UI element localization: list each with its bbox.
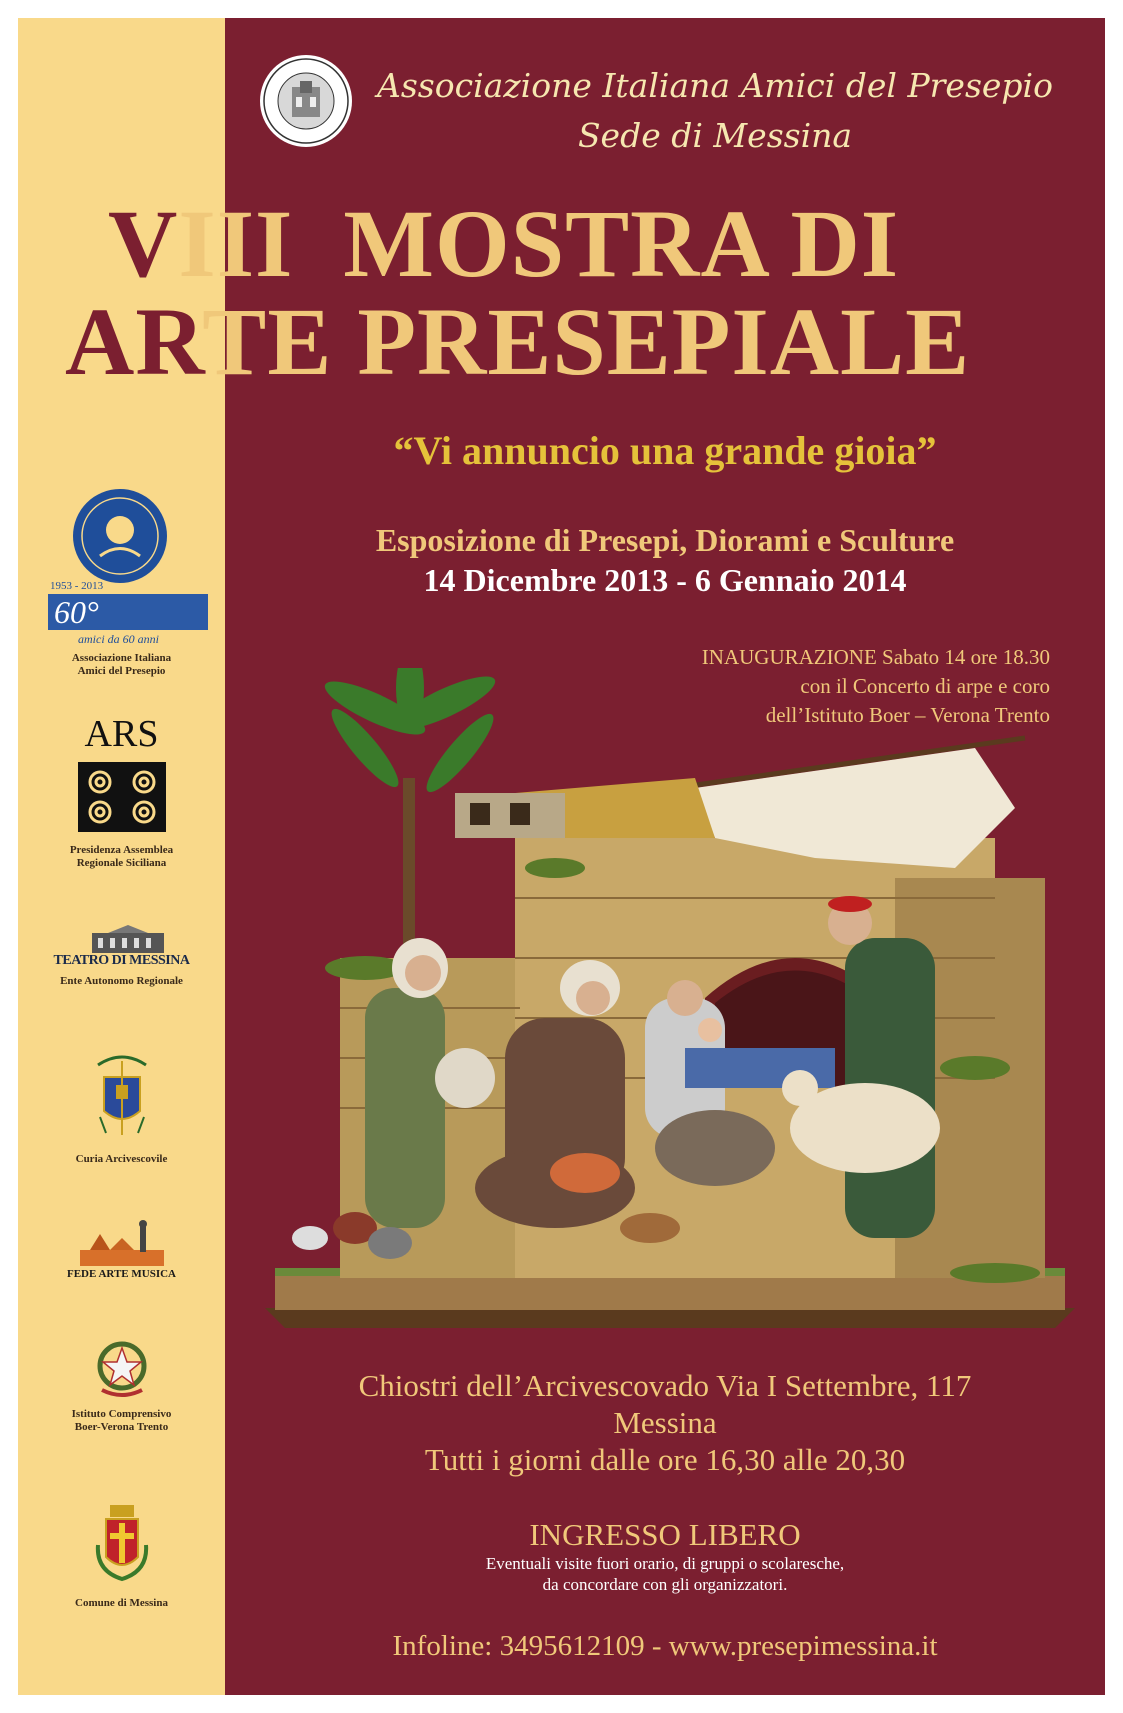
free-entry-title: INGRESSO LIBERO xyxy=(529,1517,801,1552)
aiap-60-logo xyxy=(18,480,225,680)
association-seat: Sede di Messina xyxy=(577,116,853,155)
curia-arms-icon xyxy=(94,1055,150,1137)
ars-caption-line-1: Presidenza Assemblea xyxy=(69,844,174,856)
infoline: Infoline: 3495612109 - www.presepimessina.it xyxy=(392,1630,938,1662)
italian-republic-emblem-icon xyxy=(94,1340,150,1400)
visits-note-line-1: Eventuali visite fuori orario, di gruppi o scolaresche, xyxy=(485,1554,845,1573)
inauguration-line-3: dell’Istituto Boer – Verona Trento xyxy=(765,703,1050,727)
opening-hours: Tutti i giorni dalle ore 16,30 alle 20,30 xyxy=(424,1442,906,1477)
teatro-logo xyxy=(18,925,225,995)
association-name: Associazione Italiana Amici del Presepio xyxy=(377,66,1053,105)
teatro-mark: TEATRO DI MESSINA xyxy=(53,953,190,968)
istituto-caption xyxy=(18,1408,225,1434)
venue-info xyxy=(225,1367,1105,1478)
inauguration-line-2: con il Concerto di arpe e coro xyxy=(800,674,1050,698)
aiap-caption xyxy=(18,652,225,678)
ars-caption xyxy=(18,844,225,870)
visits-note xyxy=(225,1553,1105,1595)
title-line-2 xyxy=(65,288,971,395)
title-1-main-part: III MOSTRA DI xyxy=(178,190,900,297)
aiap-motto: amici da 60 anni xyxy=(78,632,159,646)
visits-note-line-2: da concordare con gli organizzatori. xyxy=(542,1575,788,1594)
inauguration-line-1: INAUGURAZIONE Sabato 14 ore 18.30 xyxy=(701,645,1050,669)
messina-caption: Comune di Messina xyxy=(75,1597,168,1609)
venue-address: Chiostri dell’Arcivescovado Via I Settembre, 117 xyxy=(358,1368,972,1403)
ars-logo xyxy=(18,712,225,872)
aiap-years: 1953 - 2013 xyxy=(50,580,104,592)
exposition-subtitle: Esposizione di Presepi, Diorami e Sculture xyxy=(375,522,955,558)
title-2-side-part: AR xyxy=(65,288,203,395)
aiap-caption-line-2: Amici del Presepio xyxy=(77,665,166,677)
fede-arte-musica-logo xyxy=(18,1220,225,1290)
tagline-quote: “Vi annuncio una grande gioia” xyxy=(393,428,937,473)
aiap-rose-icon xyxy=(70,486,170,586)
messina-arms-icon xyxy=(92,1505,152,1585)
title-line-1 xyxy=(108,190,900,297)
fede-arte-musica-mark: FEDE ARTE MUSICA xyxy=(66,1268,177,1280)
curia-caption: Curia Arcivescovile xyxy=(75,1153,168,1165)
aiap-caption-line-1: Associazione Italiana xyxy=(71,652,172,664)
ars-caption-line-2: Regionale Siciliana xyxy=(76,857,167,869)
curia-coat-of-arms xyxy=(18,1055,225,1165)
ars-spiral-icon xyxy=(78,762,166,832)
aiap-60-banner xyxy=(48,594,208,630)
istituto-logo xyxy=(18,1340,225,1440)
title-2-main-part: TE PRESEPIALE xyxy=(202,288,971,395)
aiap-60-badge: 60° xyxy=(54,594,99,630)
association-seal-icon xyxy=(258,53,354,149)
theatre-building-icon xyxy=(88,925,168,953)
istituto-caption-line-1: Istituto Comprensivo xyxy=(71,1408,172,1420)
istituto-caption-line-2: Boer-Verona Trento xyxy=(74,1421,169,1433)
teatro-caption: Ente Autonomo Regionale xyxy=(60,975,183,987)
nativity-scene-image xyxy=(255,668,1085,1348)
title-1-side-part: V xyxy=(108,190,179,297)
exhibition-dates: 14 Dicembre 2013 - 6 Gennaio 2014 xyxy=(423,562,907,598)
fede-arte-musica-icon xyxy=(80,1220,164,1266)
venue-city: Messina xyxy=(613,1405,717,1440)
ars-mark: ARS xyxy=(84,713,159,755)
messina-coat-of-arms xyxy=(18,1505,225,1615)
